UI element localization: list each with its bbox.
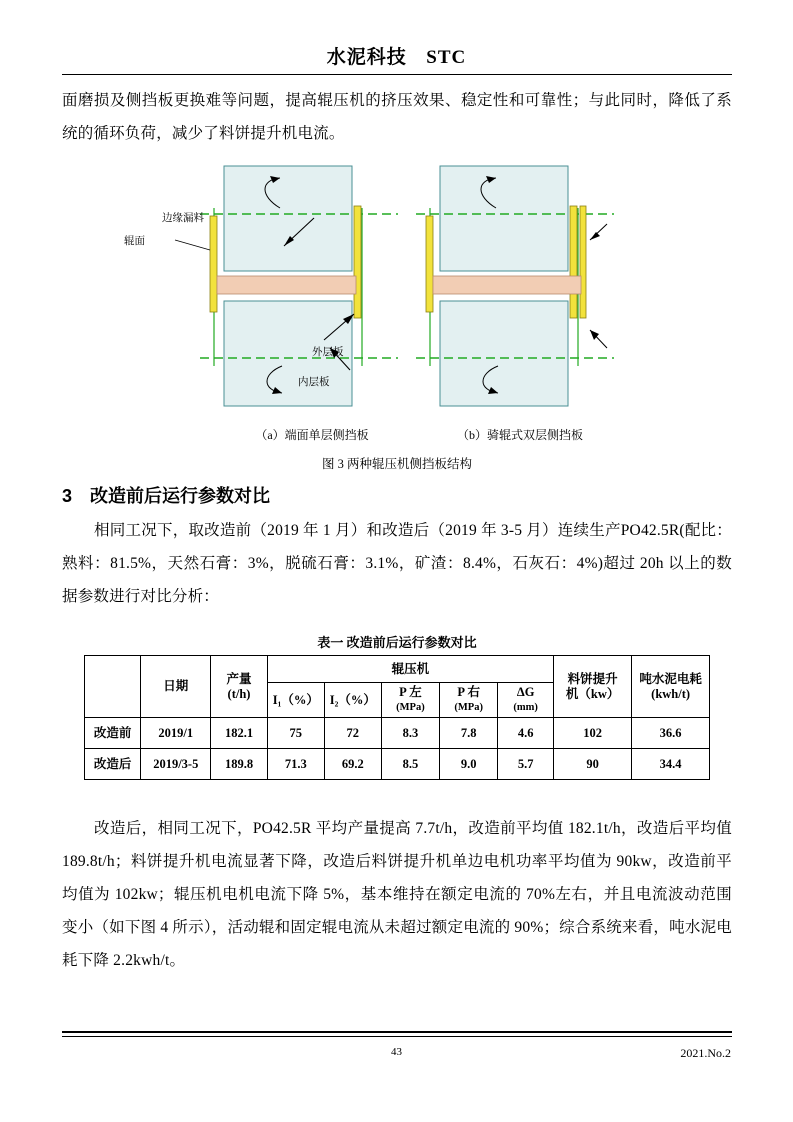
label-neicengban: 内层板 (298, 377, 330, 388)
parameters-table (84, 655, 710, 780)
header-power-line2: (kwh/t) (651, 686, 691, 701)
paragraph-3: 改造后，相同工况下，PO42.5R 平均产量提高 7.7t/h，改造前平均值 182.1t/h，改造后平均值 189.8t/h；料饼提升机电流显著下降，改造后料饼提升机单边电机功率平均值为 90kw，改造前平均值为 102kw；辊压机电机电流下降 5%，基本维持在额定电流的 70%左右，并且电流波动范围变小（如下图 4 所示），活动辊和固定辊电流从未超过额定电流的 90%；综合系统来看，吨水泥电耗下降 2.2kwh/t。 (62, 820, 732, 969)
section-number: 3 (62, 486, 73, 506)
header-p-right-line2: (MPa) (454, 702, 483, 713)
header-output-line2: (t/h) (227, 686, 251, 701)
footer-divider-thin (62, 1036, 732, 1037)
row-1-date: 2019/3-5 (141, 749, 211, 780)
header-output-line1: 产量 (226, 671, 252, 686)
header-p-left (381, 683, 439, 718)
row-1-dg: 5.7 (498, 749, 554, 780)
row-1-output: 189.8 (211, 749, 268, 780)
table-row (85, 749, 710, 780)
header-elevator-line1: 料饼提升 (567, 671, 618, 686)
header-p-left-line1: P 左 (399, 685, 422, 699)
issue-label: 2021.No.2 (680, 1046, 731, 1060)
paragraph-2: 相同工况下，取改造前（2019 年 1 月）和改造后（2019 年 3-5 月）连续生产PO42.5R(配比：熟料：81.5%，天然石膏：3%，脱硫石膏：3.1%，矿渣：8.4%，石灰石：4%)超过 20h 以上的数据参数进行对比分析： (62, 522, 732, 605)
journal-title-en: STC (426, 47, 467, 68)
row-1-p-right: 9.0 (440, 749, 498, 780)
header-power (632, 656, 710, 718)
row-0-i2: 72 (324, 718, 381, 749)
header-p-right-line1: P 右 (457, 685, 480, 699)
row-1-elevator: 90 (554, 749, 632, 780)
paragraph-1: 面磨损及侧挡板更换难等问题，提高辊压机的挤压效果、稳定性和可靠性；与此同时，降低了系统的循环负荷，减少了料饼提升机电流。 (62, 92, 732, 142)
figure-title: 图 3 两种辊压机侧挡板结构 (321, 457, 472, 471)
label-waicengban: 外层板 (312, 347, 344, 358)
page-header (0, 42, 793, 69)
header-elevator-line2: 机（kw） (565, 686, 620, 701)
row-1-power: 34.4 (632, 749, 710, 780)
row-0-power: 36.6 (632, 718, 710, 749)
figure-caption-a: （a）端面单层侧挡板 (255, 428, 369, 442)
header-p-right (440, 683, 498, 718)
footer-divider-thick (62, 1031, 732, 1033)
row-0-dg: 4.6 (498, 718, 554, 749)
label-bianyuan-loulaio: 边缘漏料 (162, 213, 204, 224)
header-date: 日期 (141, 656, 211, 718)
row-0-p-right: 7.8 (440, 718, 498, 749)
header-p-left-line2: (MPa) (396, 702, 425, 713)
journal-title-cn: 水泥科技 (326, 47, 407, 68)
figure-caption-b: （b）骑辊式双层侧挡板 (456, 428, 583, 442)
table-header-row-1 (85, 656, 710, 683)
header-roller-press: 辊压机 (267, 656, 553, 683)
header-dg-line2: (mm) (513, 702, 538, 713)
figure-3-drawing (62, 158, 732, 423)
header-output (211, 656, 268, 718)
header-dg-line1: ΔG (516, 685, 535, 699)
intro-paragraph-block (62, 84, 732, 150)
figure-3 (62, 158, 732, 478)
table-row (85, 718, 710, 749)
row-0-p-left: 8.3 (381, 718, 439, 749)
table-corner-cell (85, 656, 141, 718)
header-power-line1: 吨水泥电耗 (639, 671, 702, 686)
header-i2: I₂（%） (324, 683, 381, 718)
row-0-elevator: 102 (554, 718, 632, 749)
label-gunmian: 辊面 (124, 236, 145, 247)
paragraph-2-block (62, 514, 732, 613)
section-title: 改造前后运行参数对比 (90, 486, 271, 506)
table-caption: 表一 改造前后运行参数对比 (317, 635, 477, 650)
row-0-label: 改造前 (85, 718, 141, 749)
page-number: 43 (391, 1046, 402, 1058)
row-1-i1: 71.3 (267, 749, 324, 780)
header-divider (62, 74, 732, 75)
row-1-i2: 69.2 (324, 749, 381, 780)
header-dg (498, 683, 554, 718)
paragraph-3-block (62, 812, 732, 977)
row-0-output: 182.1 (211, 718, 268, 749)
row-0-date: 2019/1 (141, 718, 211, 749)
header-elevator (554, 656, 632, 718)
header-i1: I₁（%） (267, 683, 324, 718)
row-1-p-left: 8.5 (381, 749, 439, 780)
row-0-i1: 75 (267, 718, 324, 749)
row-1-label: 改造后 (85, 749, 141, 780)
section-heading (62, 482, 270, 508)
